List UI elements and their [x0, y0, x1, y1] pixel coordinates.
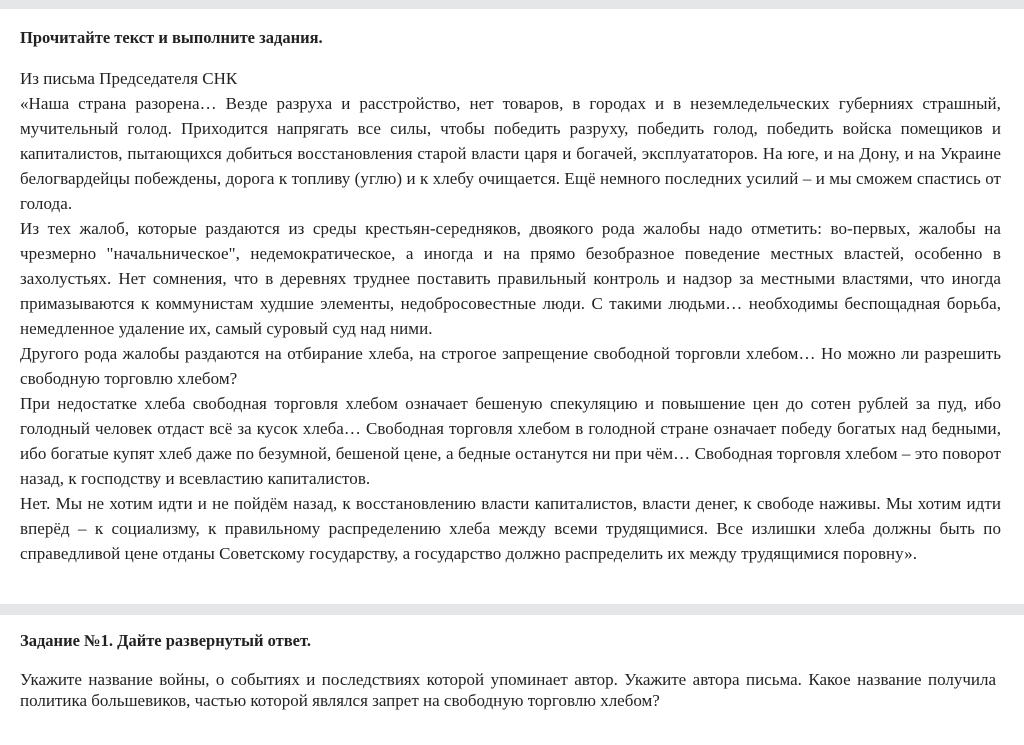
passage-paragraph-3: Другого рода жалобы раздаются на отбирание хлеба, на строгое запрещение свободной торговли хлебом… Но можно ли разрешить свободную торговлю хлебом? [20, 344, 1001, 388]
source-title: Из письма Председателя СНК [20, 69, 238, 88]
passage-paragraph-5: Нет. Мы не хотим идти и не пойдём назад, к восстановлению власти капиталистов, власти денег, к свободе наживы. Мы хотим идти вперёд – к социализму, к правильному распределению хлеба между всеми трудящимися. Все излишки хлеба должны быть по справедливой цене отданы Советскому государству, а государство должно распределить их между трудящимися поровну». [20, 494, 1001, 563]
passage-paragraph-4: При недостатке хлеба свободная торговля хлебом означает бешеную спекуляцию и повышение цен до сотен рублей за пуд, ибо голодный человек отдаст всё за кусок хлеба… Свободная торговля хлебом в голодной стране означает победу богатых над бедными, ибо богатые купят хлеб даже по безумной, бешеной цене, а бедные останутся ни при чём… Свободная торговля хлебом – это поворот назад, к господству и всевластию капиталистов. [20, 394, 1001, 488]
task-block [20, 630, 996, 711]
reading-passage [20, 27, 1001, 566]
passage-paragraph-1: «Наша страна разорена… Везде разруха и расстройство, нет товаров, в городах и в неземледельческих губерниях страшный, мучительный голод. Приходится напрягать все силы, чтобы победить разруху, победить голод, победить войска помещиков и капиталистов, пытающихся добиться восстановления старой власти царя и богачей, эксплуататоров. На юге, и на Дону, и на Украине белогвардейцы побеждены, дорога к топливу (углю) и к хлебу очищается. Ещё немного последних усилий – и мы сможем спастись от голода. [20, 94, 1001, 213]
passage-instruction: Прочитайте текст и выполните задания. [20, 28, 323, 47]
section-divider [0, 604, 1024, 615]
passage-paragraph-2: Из тех жалоб, которые раздаются из среды крестьян-середняков, двоякого рода жалобы надо отметить: во-первых, жалобы на чрезмерно "начальническое", недемократическое, а иногда и на прямо безобразное поведение местных властей, особенно в захолустьях. Нет сомнения, что в деревнях труднее поставить правильный контроль и надзор за местными властями, что иногда примазываются к коммунистам худшие элементы, недобросовестные люди. С такими людьми… необходимы беспощадная борьба, немедленное удаление их, самый суровый суд над ними. [20, 219, 1001, 338]
task-heading: Задание №1. Дайте развернутый ответ. [20, 631, 311, 650]
task-question: Укажите название войны, о событиях и последствиях которой упоминает автор. Укажите автора письма. Какое название получила политика большевиков, частью которой являлся запрет на свободную торговлю хлебом? [20, 670, 996, 710]
top-divider [0, 0, 1024, 9]
